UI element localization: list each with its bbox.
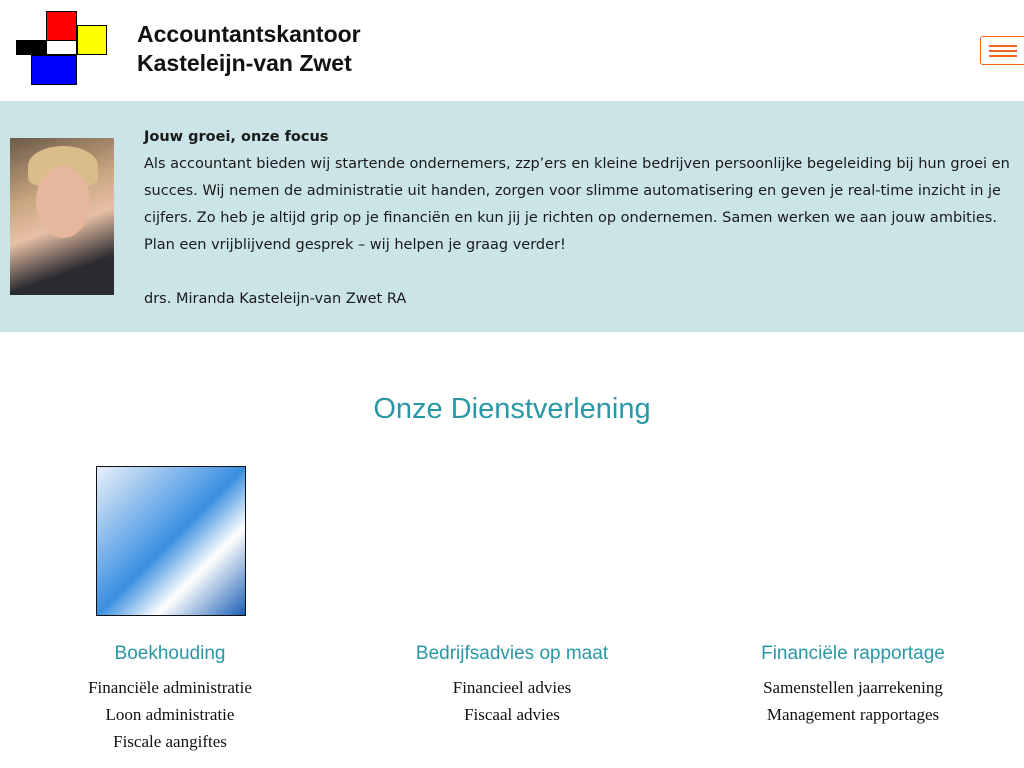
- service-column-rapportage: Financiële rapportage Samenstellen jaarrekening Management rapportages: [761, 643, 945, 724]
- portrait-photo: [10, 138, 114, 295]
- intro-body: Als accountant bieden wij startende ondernemers, zzp’ers en kleine bedrijven persoonlijke begeleiding bij hun groei en succes. Wij nemen de administratie uit handen, zorgen voor slimme automatisering en geven je real-time inzicht in je cijfers. Zo heb je altijd grip op je financiën en kun jij je richten op ondernemen. Samen werken we aan jouw ambities. Plan een vrijblijvend gesprek – wij helpen je graag verder!: [144, 156, 1010, 253]
- logo[interactable]: [15, 10, 107, 86]
- intro-heading: Jouw groei, onze focus: [144, 129, 329, 145]
- service-column-boekhouding: Boekhouding Financiële administratie Loon administratie Fiscale aangiftes: [88, 643, 252, 751]
- brand-name[interactable]: Accountantskantoor Kasteleijn-van Zwet: [137, 21, 361, 76]
- site-header: [0, 0, 1024, 101]
- bookkeeping-illustration: [96, 466, 246, 616]
- service-column-bedrijfsadvies: Bedrijfsadvies op maat Financieel advies Fiscaal advies: [415, 643, 609, 724]
- intro-signature: drs. Miranda Kasteleijn-van Zwet RA: [144, 291, 407, 307]
- intro-section: [0, 101, 1024, 332]
- services-title: Onze Dienstverlening: [373, 393, 651, 425]
- hamburger-menu-button[interactable]: [980, 36, 1024, 65]
